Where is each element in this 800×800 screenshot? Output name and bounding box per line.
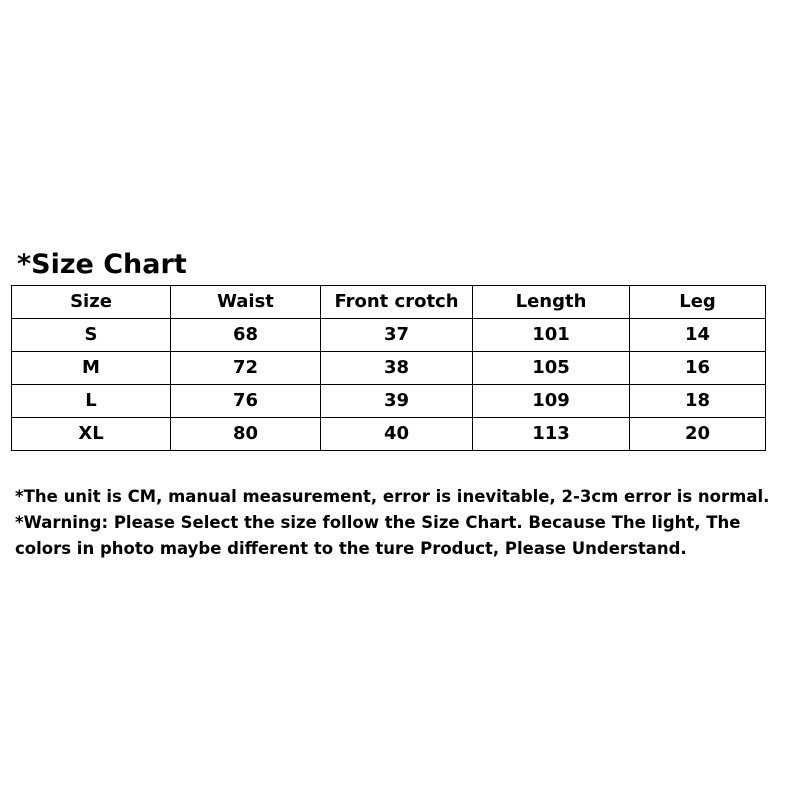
table-cell-length: 105: [473, 352, 630, 385]
table-cell-front-crotch: 39: [321, 385, 473, 418]
column-header-size: Size: [12, 286, 171, 319]
table-cell-waist: 68: [171, 319, 321, 352]
table-cell-leg: 20: [630, 418, 766, 451]
warning-note: *Warning: Please Select the size follow the Size Chart. Because The light, The: [15, 513, 741, 532]
table-cell-length: 113: [473, 418, 630, 451]
table-cell-size: S: [12, 319, 171, 352]
column-header-leg: Leg: [630, 286, 766, 319]
table-cell-front-crotch: 37: [321, 319, 473, 352]
size-chart-table: [11, 285, 766, 451]
table-cell-front-crotch: 40: [321, 418, 473, 451]
table-row: [12, 352, 766, 385]
table-row: [12, 319, 766, 352]
table-cell-leg: 14: [630, 319, 766, 352]
table-cell-waist: 80: [171, 418, 321, 451]
table-cell-waist: 72: [171, 352, 321, 385]
table-cell-length: 109: [473, 385, 630, 418]
table-cell-size: L: [12, 385, 171, 418]
table-header-row: [12, 286, 766, 319]
unit-note: *The unit is CM, manual measurement, error is inevitable, 2-3cm error is normal.: [15, 487, 770, 506]
table-row: [12, 385, 766, 418]
column-header-waist: Waist: [171, 286, 321, 319]
table-cell-leg: 18: [630, 385, 766, 418]
column-header-front-crotch: Front crotch: [321, 286, 473, 319]
table-cell-waist: 76: [171, 385, 321, 418]
table-cell-leg: 16: [630, 352, 766, 385]
warning-note-continued: colors in photo maybe different to the ture Product, Please Understand.: [15, 539, 687, 558]
table-cell-length: 101: [473, 319, 630, 352]
table-cell-size: XL: [12, 418, 171, 451]
notes-section: [15, 484, 795, 562]
table-row: [12, 418, 766, 451]
table-cell-front-crotch: 38: [321, 352, 473, 385]
table-cell-size: M: [12, 352, 171, 385]
page-title: *Size Chart: [17, 249, 187, 280]
column-header-length: Length: [473, 286, 630, 319]
